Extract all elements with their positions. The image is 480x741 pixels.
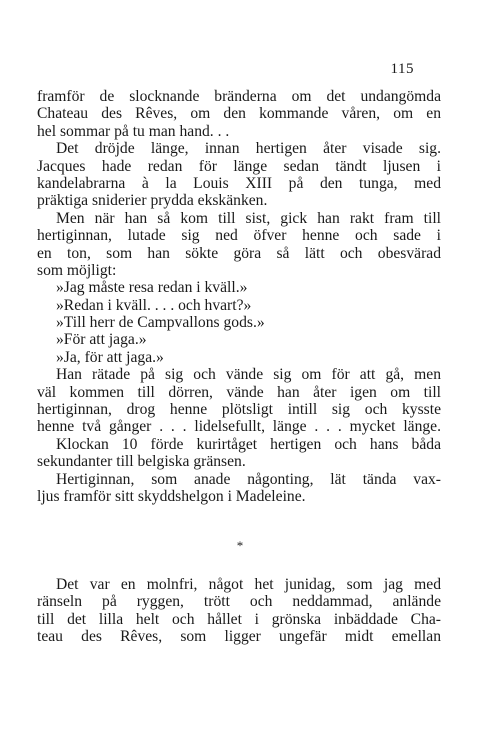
text-line: hertiginnan, drog henne plötsligt intill sig och kysste [37,401,441,419]
section-separator: * [236,538,244,553]
text-line: »Ja, för att jaga.» [56,348,164,366]
text-line: teau des Rêves, som ligger ungefär midt emellan [37,628,441,646]
text-line: Chateau des Rêves, om den kommande våren, om en [37,105,441,123]
text-line: hertiginnan, lutade sig ned öfver henne och sade i [37,227,441,245]
text-line: »Redan i kväll. . . . och hvart?» [56,296,252,314]
text-line: Det dröjde länge, innan hertigen åter visade sig. [56,140,441,158]
text-line: framför de slocknande bränderna om det undangömda [37,88,441,105]
text-line: Det var en molnfri, något het junidag, som jag med [56,576,441,593]
text-line: »Jag måste resa redan i kväll.» [56,279,248,297]
text-line: henne två gånger . . . lidelsefullt, länge . . . mycket länge. [37,418,441,436]
text-line: Men när han så kom till sist, gick han rakt fram till [56,209,441,227]
text-line: en ton, som han sökte göra så lätt och obesvärad [37,244,441,262]
text-line: sekundanter till belgiska gränsen. [37,453,246,471]
body-text-section-1 [37,88,441,505]
text-line: väl kommen till dörren, vände han åter igen om till [37,383,441,401]
text-line: kandelabrarna à la Louis XIII på den tunga, med [37,174,441,192]
body-text-section-2 [37,576,441,646]
text-line: hel sommar på tu man hand. . . [37,122,230,140]
text-line: Han rätade på sig och vände sig om för att gå, men [56,366,441,384]
text-line: som möjligt: [37,261,117,279]
text-line: ränseln på ryggen, trött och neddammad, anlände [37,593,441,611]
text-line: till det lilla helt och hållet i grönska inbäddade Cha- [37,610,441,628]
text-line: ljus framför sitt skyddshelgon i Madeleine. [37,487,306,505]
text-line: Jacques hade redan för länge sedan tändt ljusen i [37,157,441,175]
text-line: Klockan 10 förde kurirtåget hertigen och hans båda [56,435,441,453]
text-line: Hertiginnan, som anade någonting, lät tända vax- [56,470,441,488]
text-line: »Till herr de Campvallons gods.» [56,314,265,332]
text-line: »För att jaga.» [56,331,147,349]
page-number: 115 [390,61,414,77]
text-line: präktiga sniderier prydda ekskänken. [37,192,268,210]
